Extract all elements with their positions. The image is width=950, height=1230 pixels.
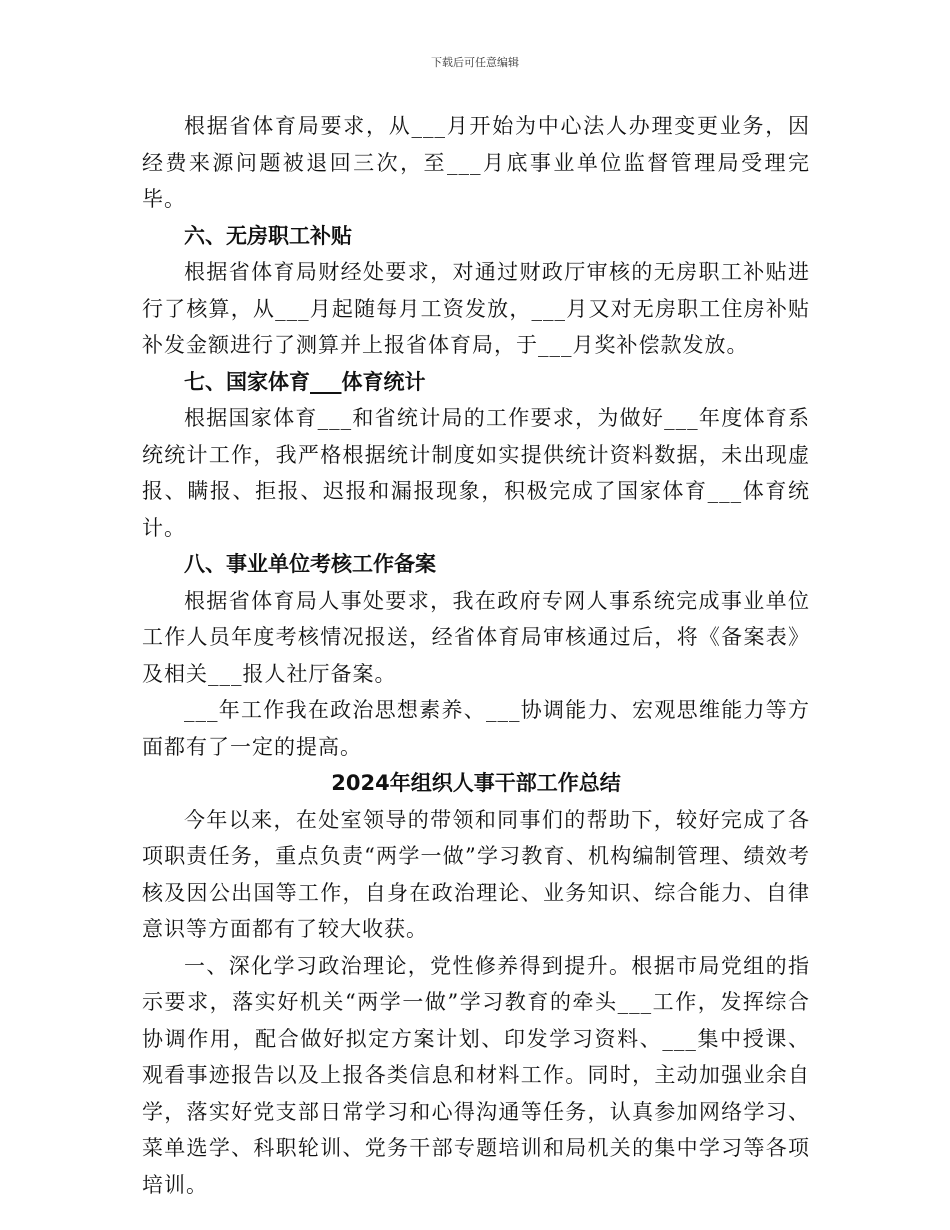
paragraph-legal-person-change: 根据省体育局要求，从___月开始为中心法人办理变更业务，因经费来源问题被退回三次，至___月底事业单位监督管理局受理完毕。 — [142, 114, 810, 211]
section-title: 2024年组织人事干部工作总结 — [331, 771, 621, 795]
document-body — [142, 108, 810, 1203]
heading-housing-subsidy: 六、无房职工补贴 — [184, 223, 352, 248]
heading-assessment-filing: 八、事业单位考核工作备案 — [184, 552, 436, 576]
paragraph-assessment-filing: 根据省体育局人事处要求，我在政府专网人事系统完成事业单位工作人员年度考核情况报送，经省体育局审核通过后，将《备案表》及相关___报人社厅备案。 — [142, 588, 810, 686]
header-note: 下载后可任意编辑 — [431, 56, 519, 69]
paragraph-intro: 今年以来，在处室领导的带领和同事们的帮助下，较好完成了各项职责任务，重点负责“两学一做”学习教育、机构编制管理、绩效考核及因公出国等工作，自身在政治理论、业务知识、综合能力、自律意识等方面都有了较大收获。 — [142, 807, 810, 941]
heading-sports-statistics: 七、国家体育___体育统计 — [184, 369, 426, 394]
paragraph-year-improvement: ___年工作我在政治思想素养、___协调能力、宏观思维能力等方面都有了一定的提高。 — [142, 698, 810, 759]
paragraph-political-study: 一、深化学习政治理论，党性修养得到提升。根据市局党组的指示要求，落实好机关“两学一做”学习教育的牵头___工作，发挥综合协调作用，配合做好拟定方案计划、印发学习资料、___集中授课、观看事迹报告以及上报各类信息和材料工作。同时，主动加强业余自学，落实好党支部日常学习和心得沟通等任务，认真参加网络学习、菜单选学、科职轮训、党务干部专题培训和局机关的集中学习等各项培训。 — [142, 953, 810, 1197]
paragraph-sports-statistics: 根据国家体育___和省统计局的工作要求，为做好___年度体育系统统计工作，我严格根据统计制度如实提供统计资料数据，未出现虚报、瞒报、拒报、迟报和漏报现象，积极完成了国家体育___体育统计。 — [142, 406, 810, 540]
paragraph-housing-subsidy: 根据省体育局财经处要求，对通过财政厅审核的无房职工补贴进行了核算，从___月起随每月工资发放，___月又对无房职工住房补贴补发金额进行了测算并上报省体育局，于___月奖补偿款发放。 — [142, 260, 810, 357]
